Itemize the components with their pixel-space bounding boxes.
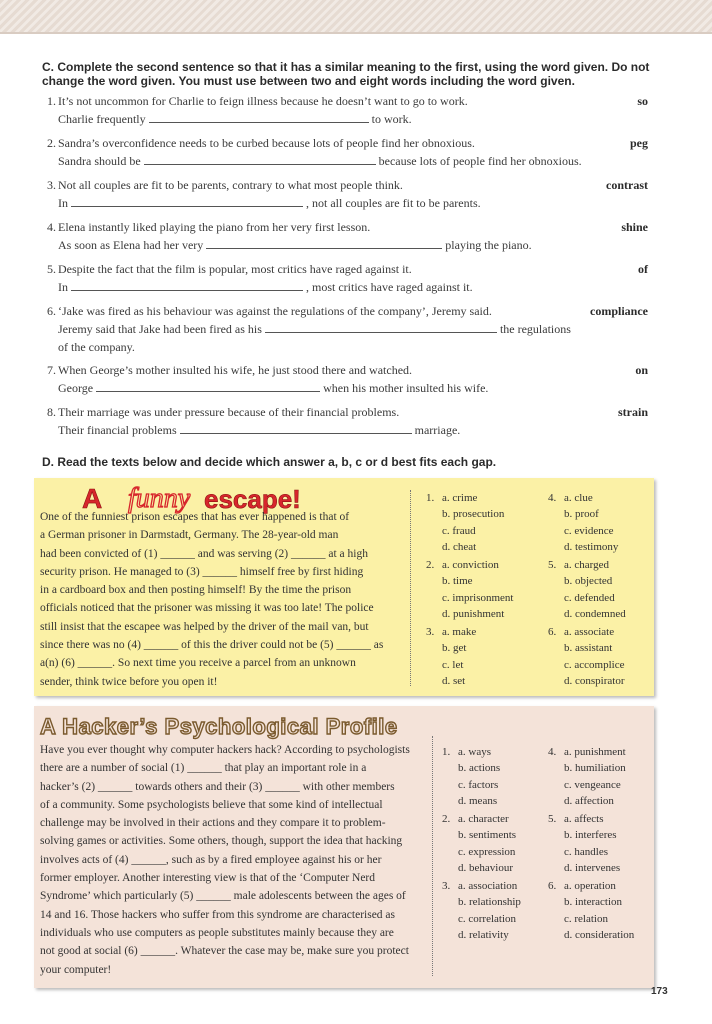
top-band-rule xyxy=(0,32,712,34)
passage-line: your computer! xyxy=(40,963,112,976)
option-choice[interactable]: c. relation xyxy=(564,912,608,925)
option-choice[interactable]: b. time xyxy=(442,575,473,588)
answer-blank[interactable] xyxy=(71,195,303,207)
answer-suffix: playing the piano. xyxy=(445,238,532,252)
option-number: 4. xyxy=(548,492,557,504)
page-number: 173 xyxy=(651,986,668,997)
text1-title-funny: funny xyxy=(128,483,191,514)
option-choice[interactable]: c. vengeance xyxy=(564,778,621,791)
option-choice[interactable]: c. imprisonment xyxy=(442,591,514,604)
passage-line: a German prisoner in Darmstadt, Germany. The 28-year-old man xyxy=(40,529,339,542)
answer-blank[interactable] xyxy=(149,111,369,123)
text2-passage xyxy=(40,741,410,979)
option-number: 2. xyxy=(442,813,451,825)
passage-line: had been convicted of (1) ______ and was serving (2) ______ at a high xyxy=(40,547,368,560)
option-choice[interactable]: d. relativity xyxy=(458,928,509,941)
answer-blank[interactable] xyxy=(265,321,497,333)
answer-line xyxy=(58,236,532,254)
option-choice[interactable]: b. proof xyxy=(564,508,599,521)
text2-title xyxy=(36,708,436,742)
question-item xyxy=(42,302,602,356)
option-choice[interactable]: c. defended xyxy=(564,591,615,604)
passage-line: sender, think twice before you open it! xyxy=(40,675,218,688)
key-word: peg xyxy=(630,136,648,150)
question-number: 7. xyxy=(47,363,56,377)
passage-line: there are a number of social (1) ______ that play an important role in a xyxy=(40,762,367,775)
option-choice[interactable]: d. means xyxy=(458,794,498,807)
answer-suffix: , not all couples are fit to be parents. xyxy=(306,196,481,210)
question-sentence: It’s not uncommon for Charlie to feign illness because he doesn’t want to go to work. xyxy=(58,94,468,108)
question-number: 3. xyxy=(47,178,56,192)
text1-passage xyxy=(40,508,383,691)
question-sentence: Elena instantly liked playing the piano from her very first lesson. xyxy=(58,220,371,234)
question-sentence: Despite the fact that the film is popular, most critics have raged against it. xyxy=(58,262,412,276)
option-choice[interactable]: d. cheat xyxy=(442,540,477,553)
option-number: 6. xyxy=(548,626,557,638)
answer-prefix: Sandra should be xyxy=(58,154,141,168)
option-choice[interactable]: d. intervenes xyxy=(564,861,621,874)
question-sentence: Not all couples are fit to be parents, contrary to what most people think. xyxy=(58,178,403,192)
answer-suffix: marriage. xyxy=(414,423,461,437)
passage-line: involves acts of (4) ______, such as by a fired employee against his or her xyxy=(40,853,382,866)
question-number: 5. xyxy=(47,262,56,276)
passage-line: security prison. He managed to (3) ______ himself free by first hiding xyxy=(40,565,364,578)
option-choice[interactable]: b. humiliation xyxy=(564,762,626,775)
passage-line: One of the funniest prison escapes that has ever happened is that of xyxy=(40,511,350,523)
option-choice[interactable]: a. punishment xyxy=(564,746,626,758)
answer-line xyxy=(58,379,488,397)
key-word: shine xyxy=(621,220,648,234)
answer-prefix: In xyxy=(58,280,68,294)
passage-line: officials noticed that the prisoner was missing it was too late! The police xyxy=(40,602,374,615)
passage-line: 14 and 16. Those hackers who suffer from this syndrome are characterised as xyxy=(40,908,396,921)
text2-divider xyxy=(432,736,433,976)
option-choice[interactable]: b. actions xyxy=(458,762,501,775)
question-number: 1. xyxy=(47,94,56,108)
option-choice[interactable]: b. prosecution xyxy=(442,508,505,521)
option-choice[interactable]: c. expression xyxy=(458,845,516,858)
key-word: so xyxy=(637,94,648,108)
question-sentence: Sandra’s overconfidence needs to be curbed because lots of people find her obnoxious. xyxy=(58,136,475,150)
key-word: strain xyxy=(618,405,648,419)
option-choice[interactable]: d. testimony xyxy=(564,540,619,553)
answer-blank[interactable] xyxy=(144,153,376,165)
passage-line: challenge may be involved in their actions and they compare it to problem- xyxy=(40,817,386,830)
option-choice[interactable]: b. get xyxy=(442,642,467,655)
option-choice[interactable]: b. sentiments xyxy=(458,829,517,842)
option-choice[interactable]: c. accomplice xyxy=(564,658,625,671)
answer-prefix: In xyxy=(58,196,68,210)
question-sentence: When George’s mother insulted his wife, he just stood there and watched. xyxy=(58,363,413,377)
passage-line: Syndrome’ which particularly (5) ______ male adolescents between the ages of xyxy=(40,890,406,903)
answer-blank[interactable] xyxy=(206,237,442,249)
key-word: compliance xyxy=(590,304,648,318)
answer-blank[interactable] xyxy=(96,380,320,392)
key-word: of xyxy=(638,262,648,276)
option-choice[interactable]: c. let xyxy=(442,658,464,671)
text2-options xyxy=(442,744,652,964)
passage-line: in a cardboard box and then posting himself! By the time the prison xyxy=(40,584,352,597)
option-choice[interactable]: a. operation xyxy=(564,880,616,892)
option-choice[interactable]: c. factors xyxy=(458,778,499,791)
answer-prefix: As soon as Elena had her very xyxy=(58,238,204,252)
question-sentence: ‘Jake was fired as his behaviour was against the regulations of the company’, Jeremy said. xyxy=(58,304,492,318)
passage-line: a(n) (6) ______. So next time you receive a parcel from an unknown xyxy=(40,657,356,670)
option-choice[interactable]: a. conviction xyxy=(442,559,499,571)
answer-suffix: when his mother insulted his wife. xyxy=(323,381,489,395)
option-choice[interactable]: d. condemned xyxy=(564,607,626,620)
question-number: 4. xyxy=(47,220,56,234)
text1-title-a: A xyxy=(82,483,103,514)
top-decorative-band xyxy=(0,0,712,32)
section-c-heading: C. Complete the second sentence so that it has a similar meaning to the first, using the word given. Do not change the word given. You must use between two and eight words including the word given. xyxy=(42,60,650,88)
option-choice[interactable]: c. fraud xyxy=(442,524,476,537)
option-choice[interactable]: a. character xyxy=(458,813,509,825)
answer-line xyxy=(58,110,412,128)
passage-line: hacker’s (2) ______ towards others and their (3) ______ with other members xyxy=(40,780,395,793)
option-number: 3. xyxy=(426,626,435,638)
option-choice[interactable]: c. correlation xyxy=(458,912,517,925)
question-item xyxy=(42,403,602,457)
option-number: 6. xyxy=(548,880,557,892)
passage-line: former employer. Another interesting view is that of the ‘Computer Nerd xyxy=(40,872,376,885)
text1-options xyxy=(426,490,646,690)
answer-prefix: Jeremy said that Jake had been fired as his xyxy=(58,322,262,336)
text1-divider xyxy=(410,490,411,686)
option-choice[interactable]: c. evidence xyxy=(564,524,614,537)
option-choice[interactable]: d. consideration xyxy=(564,928,635,941)
passage-line: of a community. Some psychologists believe that some kind of intellectual xyxy=(40,798,383,811)
option-number: 2. xyxy=(426,559,435,571)
option-choice[interactable]: d. affection xyxy=(564,794,614,807)
answer-suffix: to work. xyxy=(371,112,412,126)
option-choice[interactable]: d. behaviour xyxy=(458,861,513,874)
option-choice[interactable]: a. associate xyxy=(564,626,615,638)
option-choice[interactable]: b. interaction xyxy=(564,896,623,909)
text1-box xyxy=(34,478,654,696)
option-choice[interactable]: d. punishment xyxy=(442,607,505,620)
answer-prefix: Charlie frequently xyxy=(58,112,146,126)
text1-title-escape: escape! xyxy=(204,484,301,514)
option-number: 5. xyxy=(548,813,557,825)
option-choice[interactable]: a. affects xyxy=(564,813,604,825)
answer-blank[interactable] xyxy=(180,422,412,434)
key-word: on xyxy=(635,363,648,377)
answer-line xyxy=(58,320,571,338)
option-choice[interactable]: b. interferes xyxy=(564,829,617,842)
answer-prefix: Their financial problems xyxy=(58,423,177,437)
answer-suffix: the regulations xyxy=(499,322,571,336)
passage-line: solving games or activities. Some others, though, support the idea that hacking xyxy=(40,835,403,848)
option-choice[interactable]: a. clue xyxy=(564,492,593,504)
key-word: contrast xyxy=(606,178,648,192)
passage-line: since there was no (4) ______ of this the driver could not be (5) ______ as xyxy=(40,639,384,652)
answer-line xyxy=(58,278,473,296)
answer-blank[interactable] xyxy=(71,279,303,291)
question-number: 6. xyxy=(47,304,56,318)
option-number: 1. xyxy=(426,492,435,504)
question-number: 8. xyxy=(47,405,56,419)
answer-line xyxy=(58,421,460,439)
option-choice[interactable]: d. set xyxy=(442,674,466,687)
option-choice[interactable]: b. assistant xyxy=(564,642,613,655)
passage-line: not good at social (6) ______. Whatever the case may be, make sure you protect xyxy=(40,945,409,958)
answer-suffix: because lots of people find her obnoxious. xyxy=(378,154,582,168)
option-number: 3. xyxy=(442,880,451,892)
option-choice[interactable]: a. crime xyxy=(442,492,478,504)
text2-box xyxy=(34,706,654,988)
passage-line: individuals who use computers as people substitutes mainly because they are xyxy=(40,926,394,939)
answer-continuation: of the company. xyxy=(58,340,135,354)
answer-line xyxy=(58,194,481,212)
option-choice[interactable]: b. objected xyxy=(564,575,613,588)
passage-line: still insist that the escapee was helped by the driver of the mail van, but xyxy=(40,620,369,633)
option-choice[interactable]: b. relationship xyxy=(458,896,521,909)
option-choice[interactable]: d. conspirator xyxy=(564,674,625,687)
option-choice[interactable]: a. charged xyxy=(564,559,609,571)
option-choice[interactable]: a. ways xyxy=(458,746,491,758)
answer-line xyxy=(58,152,582,170)
text2-title-text: A Hacker’s Psychological Profile xyxy=(40,714,398,739)
option-choice[interactable]: a. association xyxy=(458,880,518,892)
question-number: 2. xyxy=(47,136,56,150)
answer-prefix: George xyxy=(58,381,94,395)
option-number: 4. xyxy=(548,746,557,758)
option-number: 1. xyxy=(442,746,451,758)
question-sentence: Their marriage was under pressure because of their financial problems. xyxy=(58,405,400,419)
option-choice[interactable]: c. handles xyxy=(564,845,608,858)
option-choice[interactable]: a. make xyxy=(442,626,477,638)
answer-suffix: , most critics have raged against it. xyxy=(306,280,473,294)
passage-line: Have you ever thought why computer hackers hack? According to psychologists xyxy=(40,744,410,756)
section-d-heading: D. Read the texts below and decide which answer a, b, c or d best fits each gap. xyxy=(42,455,497,469)
option-number: 5. xyxy=(548,559,557,571)
